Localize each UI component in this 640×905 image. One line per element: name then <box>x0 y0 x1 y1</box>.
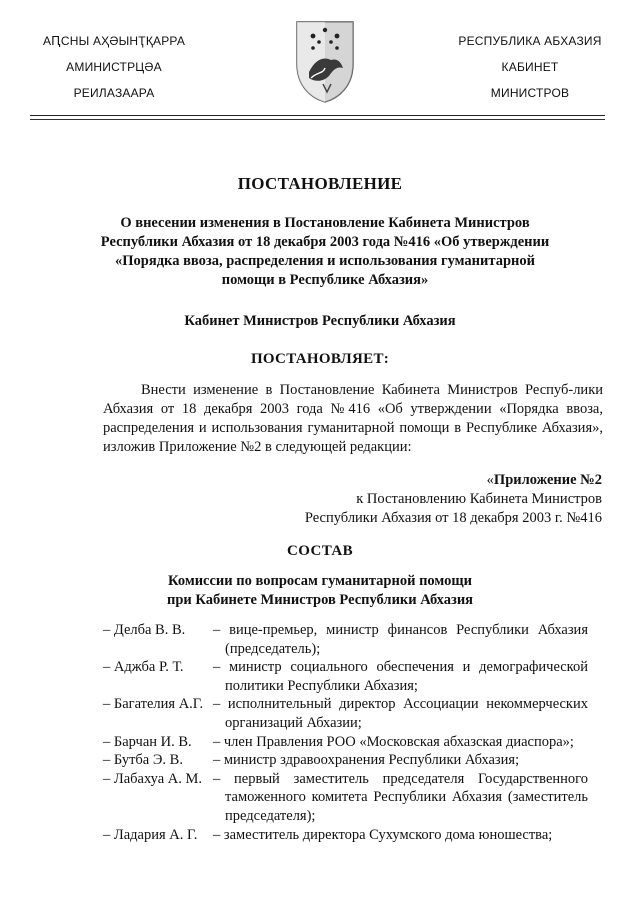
document-body <box>0 174 640 844</box>
member-name: – Бутба Э. В. <box>103 752 183 769</box>
member-list <box>103 621 588 844</box>
member-role: – исполнительный директор Ассоциации некоммерческих организаций Абхазии; <box>213 696 588 731</box>
letterhead-left-line: РЕИЛАЗААРА <box>73 86 155 100</box>
member-row <box>103 826 588 845</box>
commission-title <box>0 572 640 610</box>
letterhead-right-line: МИНИСТРОВ <box>490 86 570 100</box>
letterhead <box>0 20 640 120</box>
appendix-line: Республики Абхазия от 18 декабря 2003 г. №416 <box>304 510 602 526</box>
letterhead-right-line: РЕСПУБЛИКА АБХАЗИЯ <box>458 34 602 48</box>
appendix-line: к Постановлению Кабинета Министров <box>356 491 602 507</box>
letterhead-left-line: АԤСНЫ АҲӘЫНҬҚАРРА <box>42 34 186 48</box>
member-role: – министр здравоохранения Республики Абхазия; <box>213 752 520 769</box>
appendix-reference <box>0 471 602 528</box>
member-row <box>103 733 588 752</box>
member-row <box>103 695 588 732</box>
document-subject <box>65 214 585 290</box>
commission-line: Комиссии по вопросам гуманитарной помощи <box>168 573 472 589</box>
member-row <box>103 751 588 770</box>
decree-heading: ПОСТАНОВЛЯЕТ: <box>250 351 390 367</box>
member-row <box>103 621 588 658</box>
header-rule-thick <box>30 115 605 116</box>
member-name: – Делба В. В. <box>103 622 186 638</box>
issuing-body: Кабинет Министров Республики Абхазия <box>184 313 456 329</box>
subject-line: Республики Абхазия от 18 декабря 2003 года №416 «Об утверждении <box>100 234 550 250</box>
member-role: – заместитель директора Сухумского дома юношества; <box>213 826 553 843</box>
letterhead-right-russian <box>430 28 630 106</box>
member-role: – член Правления РОО «Московская абхазская диаспора»; <box>213 733 574 750</box>
member-name: – Лабахуа А. М. <box>103 770 203 787</box>
subject-line: помощи в Республике Абхазия» <box>221 272 429 288</box>
member-name: – Аджба Р. Т. <box>103 659 184 676</box>
letterhead-left-line: АМИНИСТРЦӘА <box>66 60 162 74</box>
subject-line: «Порядка ввоза, распределения и использования гуманитарной <box>115 253 535 269</box>
letterhead-right-line: КАБИНЕТ <box>501 60 559 74</box>
member-name: – Ладария А. Г. <box>103 826 198 843</box>
composition-heading: СОСТАВ <box>286 543 353 559</box>
appendix-title-line <box>0 471 602 490</box>
member-role: – министр социального обеспечения и демографической политики Республики Абхазия; <box>213 659 588 694</box>
member-row <box>103 770 588 826</box>
member-name: – Барчан И. В. <box>103 733 192 750</box>
member-row <box>103 658 588 695</box>
letterhead-left-abkhaz <box>14 28 214 106</box>
member-role: – вице-премьер, министр финансов Республики Абхазия (председатель); <box>213 622 588 657</box>
appendix-title: Приложение №2 <box>493 472 602 488</box>
member-role: – первый заместитель председателя Государственного таможенного комитета Республики Абхазия (заместитель председателя); <box>213 770 588 824</box>
document-title: ПОСТАНОВЛЕНИЕ <box>237 174 403 193</box>
decree-text: Внести изменение в Постановление Кабинета Министров Респуб-лики Абхазия от 18 декабря 2003 года №416 «Об утверждении «Порядка ввоза, распределения и использования гуманитарной помощи в Республике Абхазия», изложив Приложение №2 в следующей редакции: <box>103 382 603 455</box>
appendix-open-quote: « <box>486 472 494 488</box>
subject-line: О внесении изменения в Постановление Кабинета Министров <box>120 215 530 231</box>
coat-of-arms-emblem <box>293 20 357 104</box>
header-rule-thin <box>30 119 605 120</box>
member-name: – Багателия А.Г. <box>103 696 204 713</box>
commission-line: при Кабинете Министров Республики Абхазия <box>166 592 474 608</box>
